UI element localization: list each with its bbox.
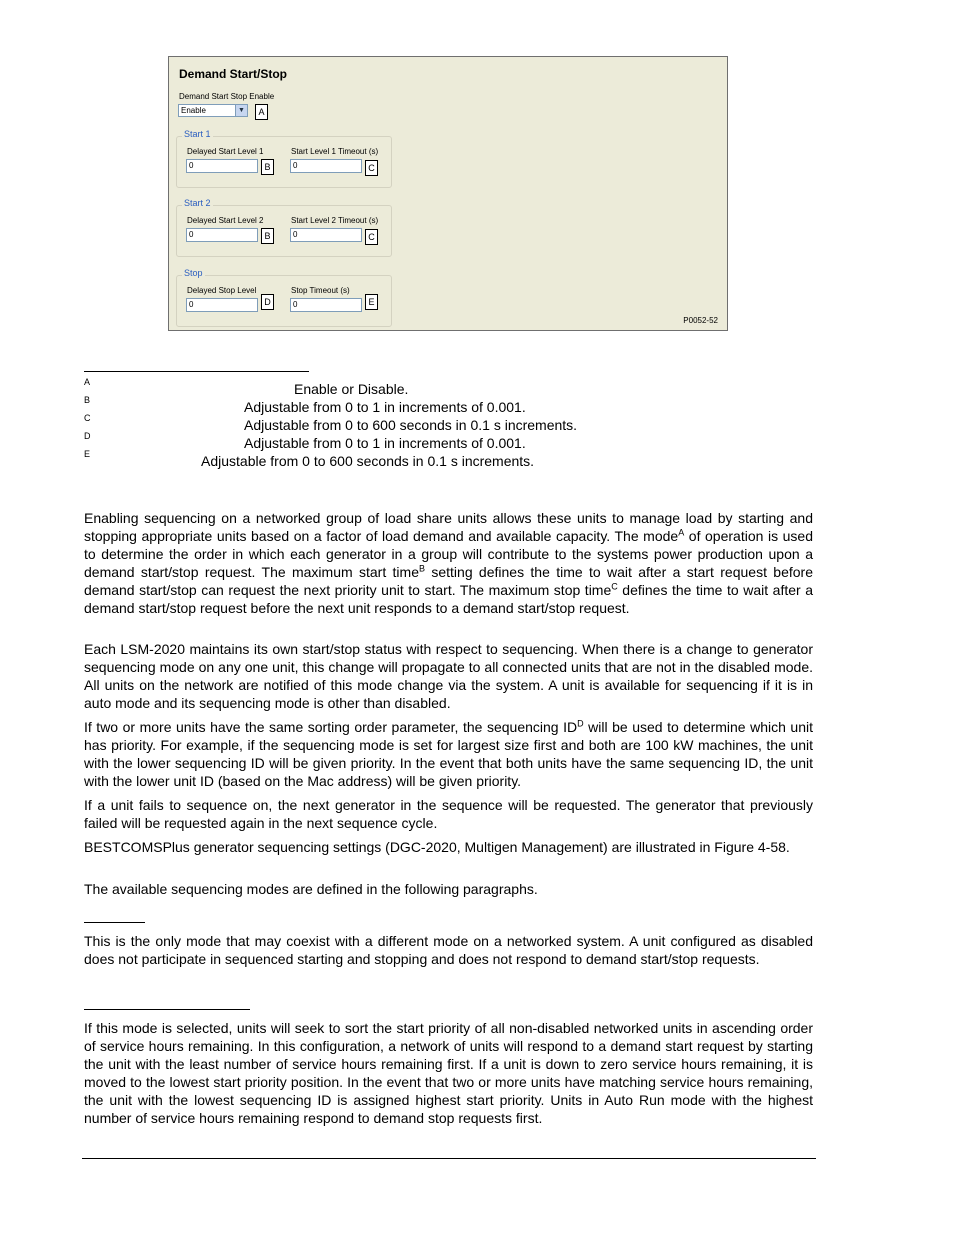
panel-title: Demand Start/Stop bbox=[179, 67, 288, 81]
footnote-letter: B bbox=[84, 395, 91, 405]
footer-rule bbox=[82, 1158, 816, 1159]
callout-c: C bbox=[365, 160, 378, 176]
footnote-text: Adjustable from 0 to 1 in increments of 0.001. bbox=[244, 435, 526, 451]
figure-id: P0052-52 bbox=[683, 316, 718, 325]
group-legend: Start 1 bbox=[184, 129, 211, 139]
divider bbox=[84, 922, 145, 923]
group-start-1 bbox=[176, 129, 392, 188]
paragraph-fail: If a unit fails to sequence on, the next generator in the sequence will be requested. The generator that previously failed will be requested again in the next sequence cycle. bbox=[84, 797, 813, 831]
callout-b: B bbox=[261, 159, 274, 175]
divider bbox=[84, 371, 309, 372]
delayed-stop-level-input[interactable]: 0 bbox=[186, 298, 258, 312]
delayed-start-level-1-input[interactable]: 0 bbox=[186, 159, 258, 173]
paragraph-disabled-mode: This is the only mode that may coexist with a different mode on a networked system. A unit configured as disabled does not participate in sequenced starting and stopping and does not respond to demand start/stop requests. bbox=[84, 933, 813, 967]
enable-label: Demand Start Stop Enable bbox=[179, 92, 275, 101]
enable-select-value: Enable bbox=[181, 106, 206, 115]
field-label: Start Level 1 Timeout (s) bbox=[291, 147, 379, 156]
divider bbox=[84, 1009, 250, 1010]
group-legend: Start 2 bbox=[184, 198, 211, 208]
group-stop bbox=[176, 268, 392, 327]
field-label: Stop Timeout (s) bbox=[291, 286, 350, 295]
paragraph-service-hours-mode: If this mode is selected, units will seek to sort the start priority of all non-disabled networked units in ascending order of service hours remaining. In this configuration, a network of units will respond to a demand start request by starting the unit with the least number of service hours remaining first. If a unit is down to zero service hours remaining, it is moved to the lowest start priority position. In the event that two or more units have matching service hours remaining, the unit with the lowest sequencing ID is assigned highest start priority. Units in Auto Run mode with the highest number of service hours remaining respond to demand stop requests first. bbox=[84, 1020, 813, 1126]
footnote-text: Enable or Disable. bbox=[294, 381, 409, 397]
footnote-letter: E bbox=[84, 449, 91, 459]
paragraph-bestcoms: BESTCOMSPlus generator sequencing settings (DGC-2020, Multigen Management) are illustrated in Figure 4-58. bbox=[84, 839, 790, 855]
stop-timeout-input[interactable]: 0 bbox=[290, 298, 362, 312]
demand-start-stop-panel bbox=[168, 56, 728, 331]
paragraph-sequencing-id: If two or more units have the same sorting order parameter, the sequencing $ID^D$ will be used to determine which unit has priority. For example, if the sequencing mode is set for largest size first and both are 100 kW machines, the unit with the lower sequencing ID will be given priority. In the event that both units have the same sequencing ID, the unit with the lower unit ID (based on the Mac address) will be given priority. bbox=[84, 718, 813, 789]
footnote-letter: D bbox=[84, 431, 91, 441]
footnote-letter: A bbox=[84, 377, 91, 387]
footnote-text: Adjustable from 0 to 1 in increments of 0.001. bbox=[244, 399, 526, 415]
start-level-2-timeout-input[interactable]: 0 bbox=[290, 228, 362, 242]
start-level-1-timeout-input[interactable]: 0 bbox=[290, 159, 362, 173]
chevron-down-icon[interactable]: ▼ bbox=[235, 105, 247, 116]
enable-select[interactable] bbox=[178, 104, 248, 117]
callout-a: A bbox=[255, 104, 268, 120]
delayed-start-level-2-input[interactable]: 0 bbox=[186, 228, 258, 242]
footnote-text: Adjustable from 0 to 600 seconds in 0.1 s increments. bbox=[244, 417, 578, 433]
callout-d: D bbox=[261, 294, 274, 310]
callout-b: B bbox=[261, 228, 274, 244]
field-label: Delayed Start Level 1 bbox=[187, 147, 264, 156]
group-start-2 bbox=[176, 198, 392, 257]
footnote-letter: C bbox=[84, 413, 91, 423]
callout-c: C bbox=[365, 229, 378, 245]
paragraph-sequencing-intro: Enabling sequencing on a networked group of load share units allows these units to manage load by starting and stopping appropriate units based on a factor of load demand and available capacity. The mode$^A$ of operation is used to determine the order in which each generator in a group will contribute to the systems power production upon a demand start/stop request. The maximum start time$^B$ setting defines the time to wait after a start request before demand start/stop can request the next priority unit to start. The maximum stop time$^C$ defines the time to wait after a demand start/stop request before the next unit responds to a demand start/stop request. bbox=[84, 510, 814, 616]
paragraph-modes: The available sequencing modes are defined in the following paragraphs. bbox=[84, 881, 538, 897]
field-label: Delayed Start Level 2 bbox=[187, 216, 264, 225]
footnote-text: Adjustable from 0 to 600 seconds in 0.1 s increments. bbox=[201, 453, 535, 469]
group-legend: Stop bbox=[184, 268, 203, 278]
callout-e: E bbox=[365, 294, 378, 310]
field-label: Delayed Stop Level bbox=[187, 286, 257, 295]
field-label: Start Level 2 Timeout (s) bbox=[291, 216, 379, 225]
paragraph-status: Each LSM-2020 maintains its own start/stop status with respect to sequencing. When there is a change to generator sequencing mode on any one unit, this change will propagate to all connected units that are not in the disabled mode. All units on the network are notified of this mode change via the system. A unit is available for sequencing if it is in auto mode and its sequencing mode is other than disabled. bbox=[84, 641, 813, 711]
